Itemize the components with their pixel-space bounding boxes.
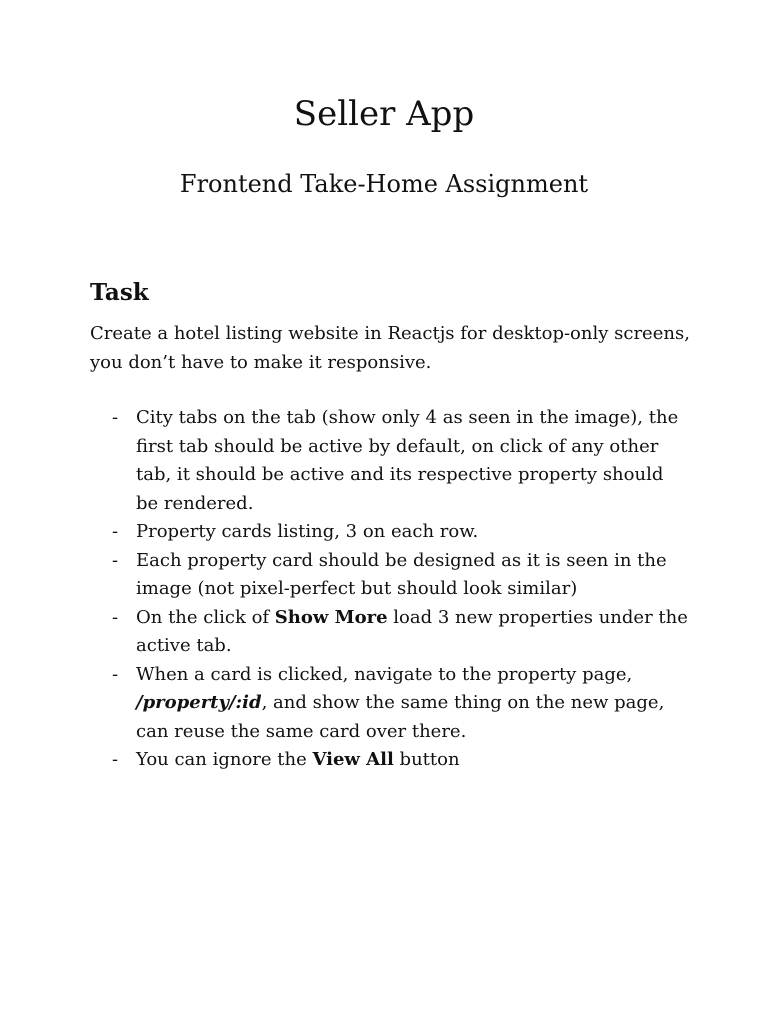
requirement-text [136, 607, 688, 657]
requirement-text-part: On the click of [136, 606, 275, 628]
requirement-text [136, 749, 460, 770]
requirement-text-part: load 3 new properties under the active tab. [136, 606, 688, 656]
requirement-item-show-more [90, 604, 690, 661]
requirement-text-part: You can ignore the [136, 749, 313, 770]
bullet-dash: - [112, 749, 119, 770]
requirement-text-part: button [393, 749, 460, 770]
bullet-dash: - [112, 663, 119, 685]
requirement-route-path: /property/:id [136, 692, 262, 713]
task-intro-paragraph: Create a hotel listing website in Reactjs for desktop-only screens, you don’t have to make it responsive. [90, 323, 690, 373]
requirement-text-part: , and show the same thing on the new page, can reuse the same card over there. [136, 692, 665, 742]
bullet-dash: - [112, 521, 119, 542]
requirement-text [136, 407, 678, 514]
section-heading-task: Task [90, 279, 149, 306]
bullet-dash: - [112, 549, 119, 571]
bullet-dash: - [112, 407, 119, 428]
requirement-item-property-page [90, 661, 690, 747]
requirement-item-city-tabs [90, 404, 690, 518]
requirement-item-card-design [90, 547, 690, 604]
requirement-text-part: Property cards listing, 3 on each row. [136, 521, 479, 542]
document-title: Seller App [293, 94, 475, 134]
requirement-text-part: When a card is clicked, navigate to the property page, [136, 663, 633, 685]
requirement-item-view-all [90, 746, 690, 775]
bullet-dash: - [112, 606, 119, 628]
requirement-item-property-cards [90, 518, 690, 547]
requirement-bold-term: Show More [274, 606, 388, 628]
document-subtitle: Frontend Take-Home Assignment [179, 170, 589, 198]
requirement-bold-term: View All [312, 749, 394, 770]
requirements-list [90, 404, 690, 775]
requirement-text [136, 521, 478, 542]
requirement-text [136, 664, 664, 742]
requirement-text-part: Each property card should be designed as it is seen in the image (not pixel-perfect but should look similar) [136, 549, 667, 599]
requirement-text-part: City tabs on the tab (show only 4 as seen in the image), the first tab should be active by default, on click of any other tab, it should be active and its respective property should be rendered. [136, 407, 679, 514]
requirement-text [136, 550, 667, 600]
